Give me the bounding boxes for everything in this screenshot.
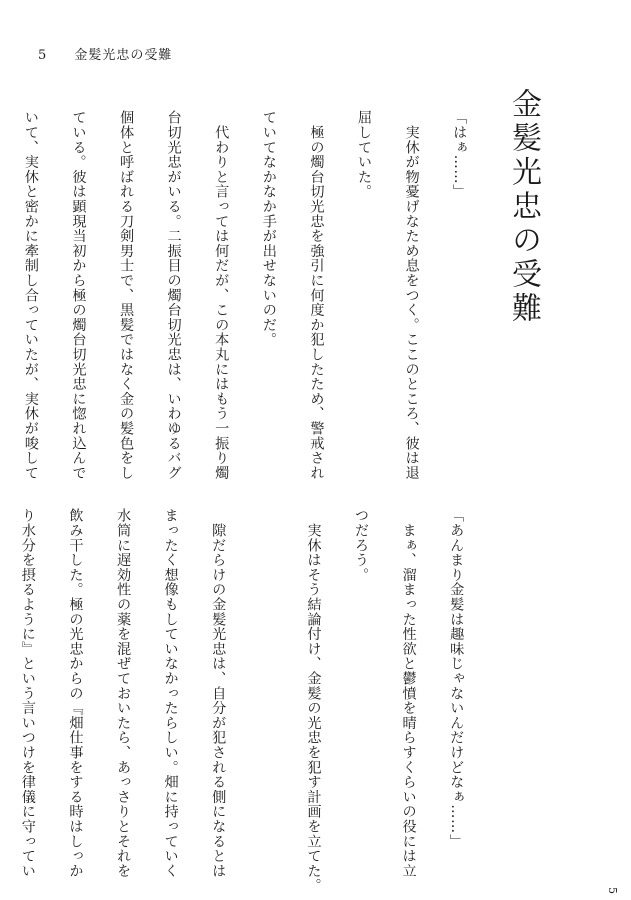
text-column: まぁ、溜まった性欲と鬱憤を晴らすくらいの役には立 xyxy=(400,508,417,879)
text-column: 個体と呼ばれる刀剣男士で、黒髪ではなく金の髪色をし xyxy=(118,110,135,481)
body-text-upper xyxy=(0,100,494,481)
text-column: 実休が物憂げなため息をつく。ここのところ、彼は退 xyxy=(403,110,420,481)
text-column: つだろう。 xyxy=(353,508,370,583)
text-column: 隙だらけの金髪光忠は、自分が犯される側になるとは xyxy=(210,508,227,879)
header-page-number: 5 xyxy=(38,48,48,63)
text-column: 飲み干した。極の光忠からの『畑仕事をする時はしっか xyxy=(67,508,84,879)
text-column: り水分を摂るように』という言いつけを律儀に守ってい xyxy=(19,508,36,879)
text-column: 代わりと言っては何だが、この本丸にはもう一振り燭 xyxy=(213,110,230,481)
footer-page-number: 5 xyxy=(606,887,619,894)
text-column: いて、実休と密かに牽制し合っていたが、実休が唆して xyxy=(22,110,39,481)
text-column: 「はぁ……」 xyxy=(451,110,468,200)
text-column: 屈していた。 xyxy=(356,110,373,200)
text-column: 「あんまり金髪は趣味じゃないんだけどなぁ……」 xyxy=(448,508,465,849)
running-header xyxy=(38,44,172,63)
body-text-lower xyxy=(0,498,491,894)
text-column: まったく想像もしていなかったらしい。畑に持っていく xyxy=(162,508,179,879)
text-column: 極の燭台切光忠を強引に何度か犯したため、警戒され xyxy=(308,110,325,481)
text-column: 台切光忠がいる。二振目の燭台切光忠は、いわゆるバグ xyxy=(165,110,182,481)
text-column: ている。彼は顕現当初から極の燭台切光忠に惚れ込んで xyxy=(70,110,87,481)
text-column: ていてなかなか手が出せないのだ。 xyxy=(260,110,277,348)
text-column: 実休はそう結論付け、金髪の光忠を犯す計画を立てた。 xyxy=(305,508,322,894)
chapter-title: 金髪光忠の受難 xyxy=(506,88,541,326)
header-running-title: 金髪光忠の受難 xyxy=(74,48,173,63)
text-column: 水筒に遅効性の薬を混ぜておいたら、あっさりとそれを xyxy=(115,508,132,879)
